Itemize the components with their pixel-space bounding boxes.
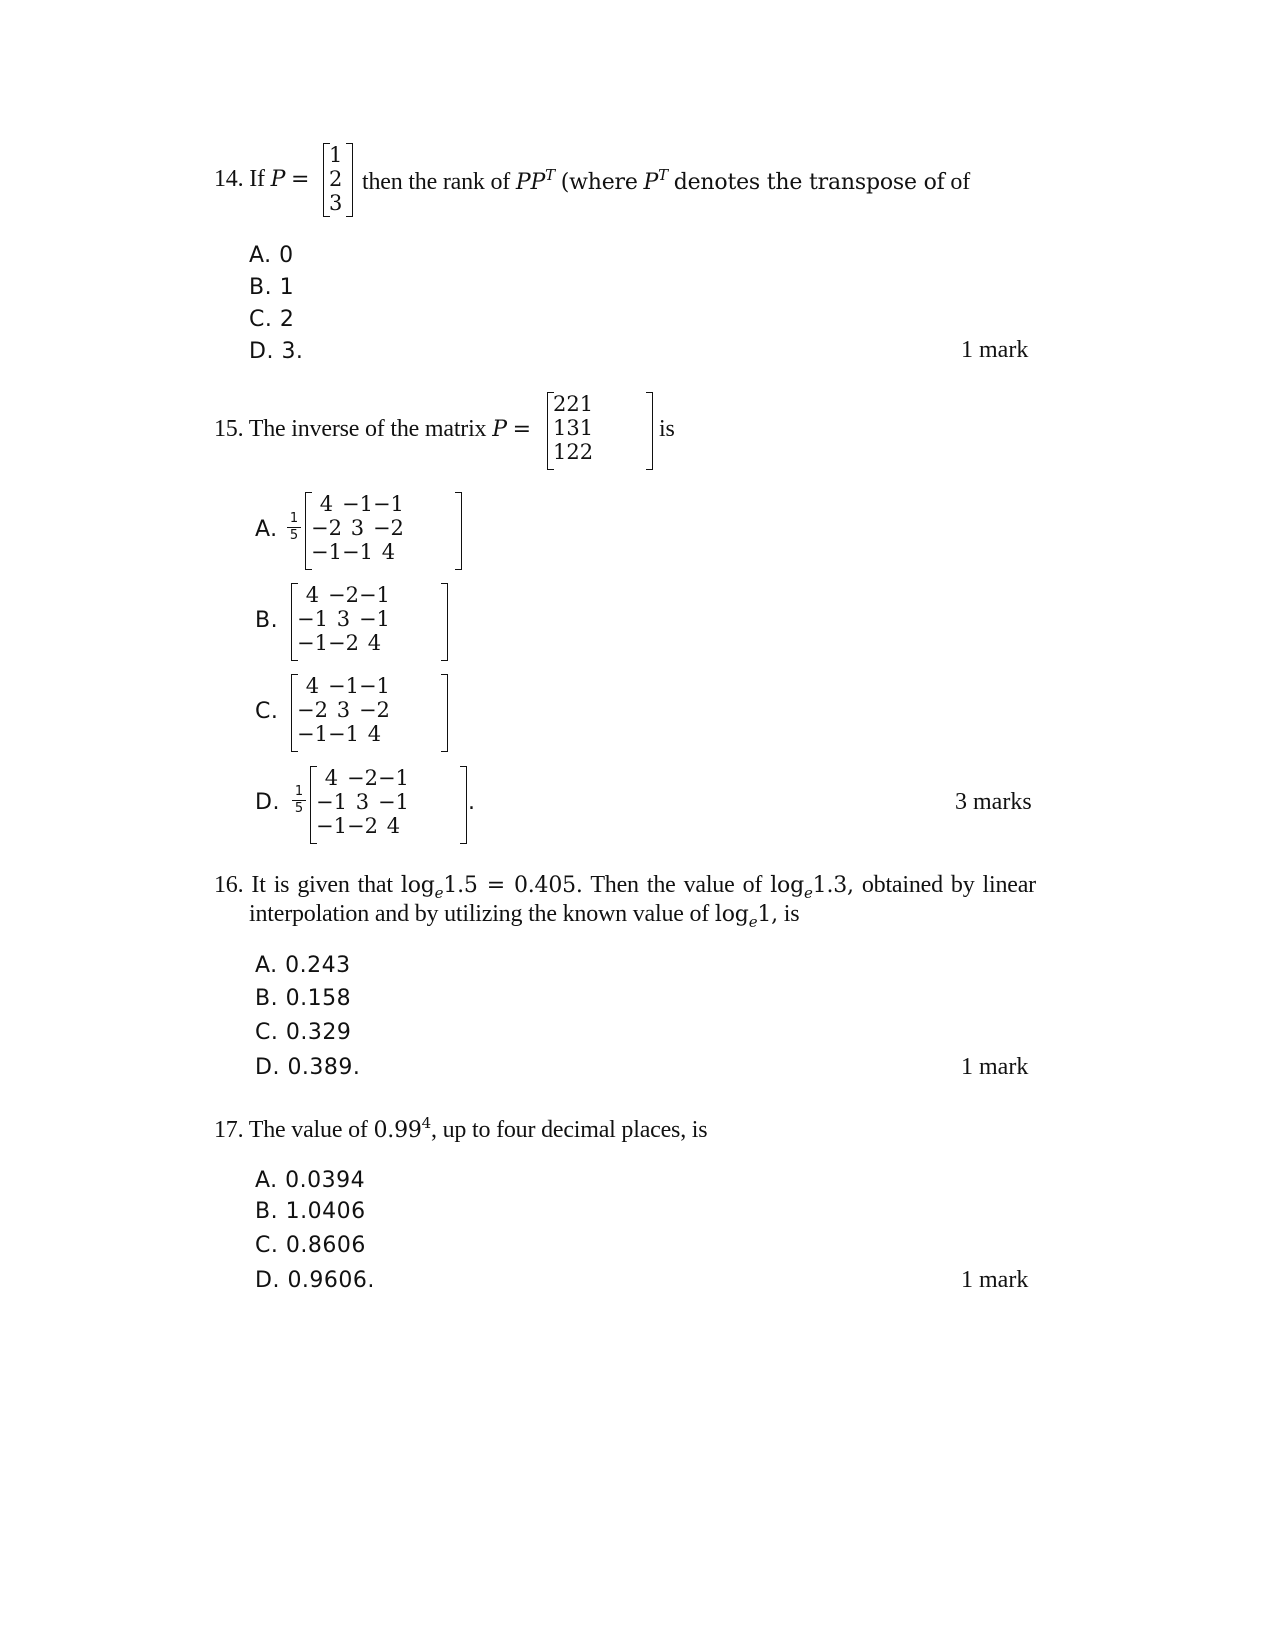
matrix-cell: −2 (346, 766, 378, 790)
matrix-cell: −1 (358, 583, 390, 607)
option-c-matrix (291, 674, 448, 752)
matrix-cell: 3 (350, 516, 365, 540)
matrix-cell: −2 (327, 631, 359, 655)
matrix-cell: 3 (329, 191, 343, 215)
option-a[interactable]: A. 0.243 (255, 953, 351, 978)
matrix-cell: −2 (358, 698, 390, 722)
matrix-p (547, 392, 653, 470)
matrix-cell: 4 (305, 583, 320, 607)
option-label: A. (255, 517, 278, 542)
matrix-cell: 2 (329, 167, 343, 191)
matrix-cell: −1 (341, 540, 373, 564)
matrix-cell: −2 (327, 583, 359, 607)
option-d[interactable]: D. 3. (249, 339, 304, 364)
matrix-cell: 2 (566, 440, 580, 464)
marks-label: 3 marks (955, 789, 1032, 815)
matrix-cell: 3 (566, 416, 580, 440)
matrix-cell: −1 (358, 607, 390, 631)
matrix-cell: −1 (377, 790, 409, 814)
option-a[interactable]: A. 0 (249, 243, 294, 268)
option-d-matrix (310, 766, 467, 844)
matrix-cell: 4 (381, 540, 396, 564)
matrix-cell: 1 (553, 440, 567, 464)
matrix-cell: −1 (311, 540, 342, 564)
matrix-cell: −1 (341, 492, 373, 516)
matrix-cell: −1 (372, 492, 404, 516)
option-b[interactable]: B. 1 (249, 275, 295, 300)
matrix-cell: −1 (358, 674, 390, 698)
matrix-cell: −1 (297, 722, 328, 746)
marks-label: 1 mark (961, 337, 1029, 363)
question-stem: then the rank of $PP^T$ (where $P^T$ denotes the transpose of of (362, 166, 970, 195)
marks-label: 1 mark (961, 1267, 1029, 1293)
matrix-cell: 4 (386, 814, 401, 838)
question-number: 14. If P = (214, 166, 310, 192)
matrix-cell: 1 (579, 416, 594, 440)
matrix-cell: 1 (553, 416, 567, 440)
option-label: B. (255, 608, 279, 633)
matrix-cell: 4 (305, 674, 320, 698)
matrix-cell: −2 (297, 698, 328, 722)
option-b[interactable]: B. 1.0406 (255, 1199, 366, 1224)
matrix-cell: 2 (566, 392, 580, 416)
matrix-cell: 2 (553, 392, 567, 416)
matrix-cell: −1 (327, 722, 359, 746)
question-stem: 15. The inverse of the matrix P = (214, 416, 531, 442)
question-stem-line-1: 16. It is given that $\log_e1.5 = 0.405$. Then the value of $\log_e1.3$, obtained by linear (214, 872, 1036, 902)
matrix-cell: −1 (297, 631, 328, 655)
matrix-cell: 4 (367, 722, 382, 746)
question-stem-line-2: interpolation and by utilizing the known value of $\log_e1$, is (249, 901, 800, 931)
matrix-cell: 4 (319, 492, 334, 516)
option-suffix: . (468, 790, 476, 815)
matrix-cell: −2 (311, 516, 342, 540)
matrix-cell: −2 (372, 516, 404, 540)
fraction: 1 5 (287, 512, 301, 543)
option-label: C. (255, 699, 279, 724)
matrix-cell: 2 (579, 440, 594, 464)
matrix-cell: −1 (297, 607, 328, 631)
fraction: 1 5 (292, 785, 306, 816)
matrix-cell: 1 (579, 392, 594, 416)
option-label: D. (255, 790, 280, 815)
matrix-cell: −2 (346, 814, 378, 838)
marks-label: 1 mark (961, 1054, 1029, 1080)
option-d[interactable]: D. 0.9606. (255, 1268, 375, 1293)
question-stem: 17. The value of 0.99$^4$, up to four decimal places, is (214, 1114, 708, 1143)
matrix-cell: −1 (316, 814, 347, 838)
option-a-matrix (305, 492, 462, 570)
matrix-cell: −1 (377, 766, 409, 790)
matrix-cell: −1 (316, 790, 347, 814)
option-c[interactable]: C. 0.8606 (255, 1233, 366, 1258)
matrix-cell: −1 (327, 674, 359, 698)
matrix-p (323, 143, 353, 217)
matrix-cell: 3 (336, 607, 351, 631)
question-stem-end: is (659, 416, 675, 442)
matrix-cell: 4 (367, 631, 382, 655)
option-b[interactable]: B. 0.158 (255, 986, 352, 1011)
option-c[interactable]: C. 0.329 (255, 1020, 352, 1045)
matrix-cell: 1 (329, 143, 343, 167)
matrix-cell: 3 (355, 790, 370, 814)
option-b-matrix (291, 583, 448, 661)
option-d[interactable]: D. 0.389. (255, 1055, 361, 1080)
matrix-cell: 3 (336, 698, 351, 722)
option-a[interactable]: A. 0.0394 (255, 1168, 366, 1193)
option-c[interactable]: C. 2 (249, 307, 295, 332)
matrix-cell: 4 (324, 766, 339, 790)
